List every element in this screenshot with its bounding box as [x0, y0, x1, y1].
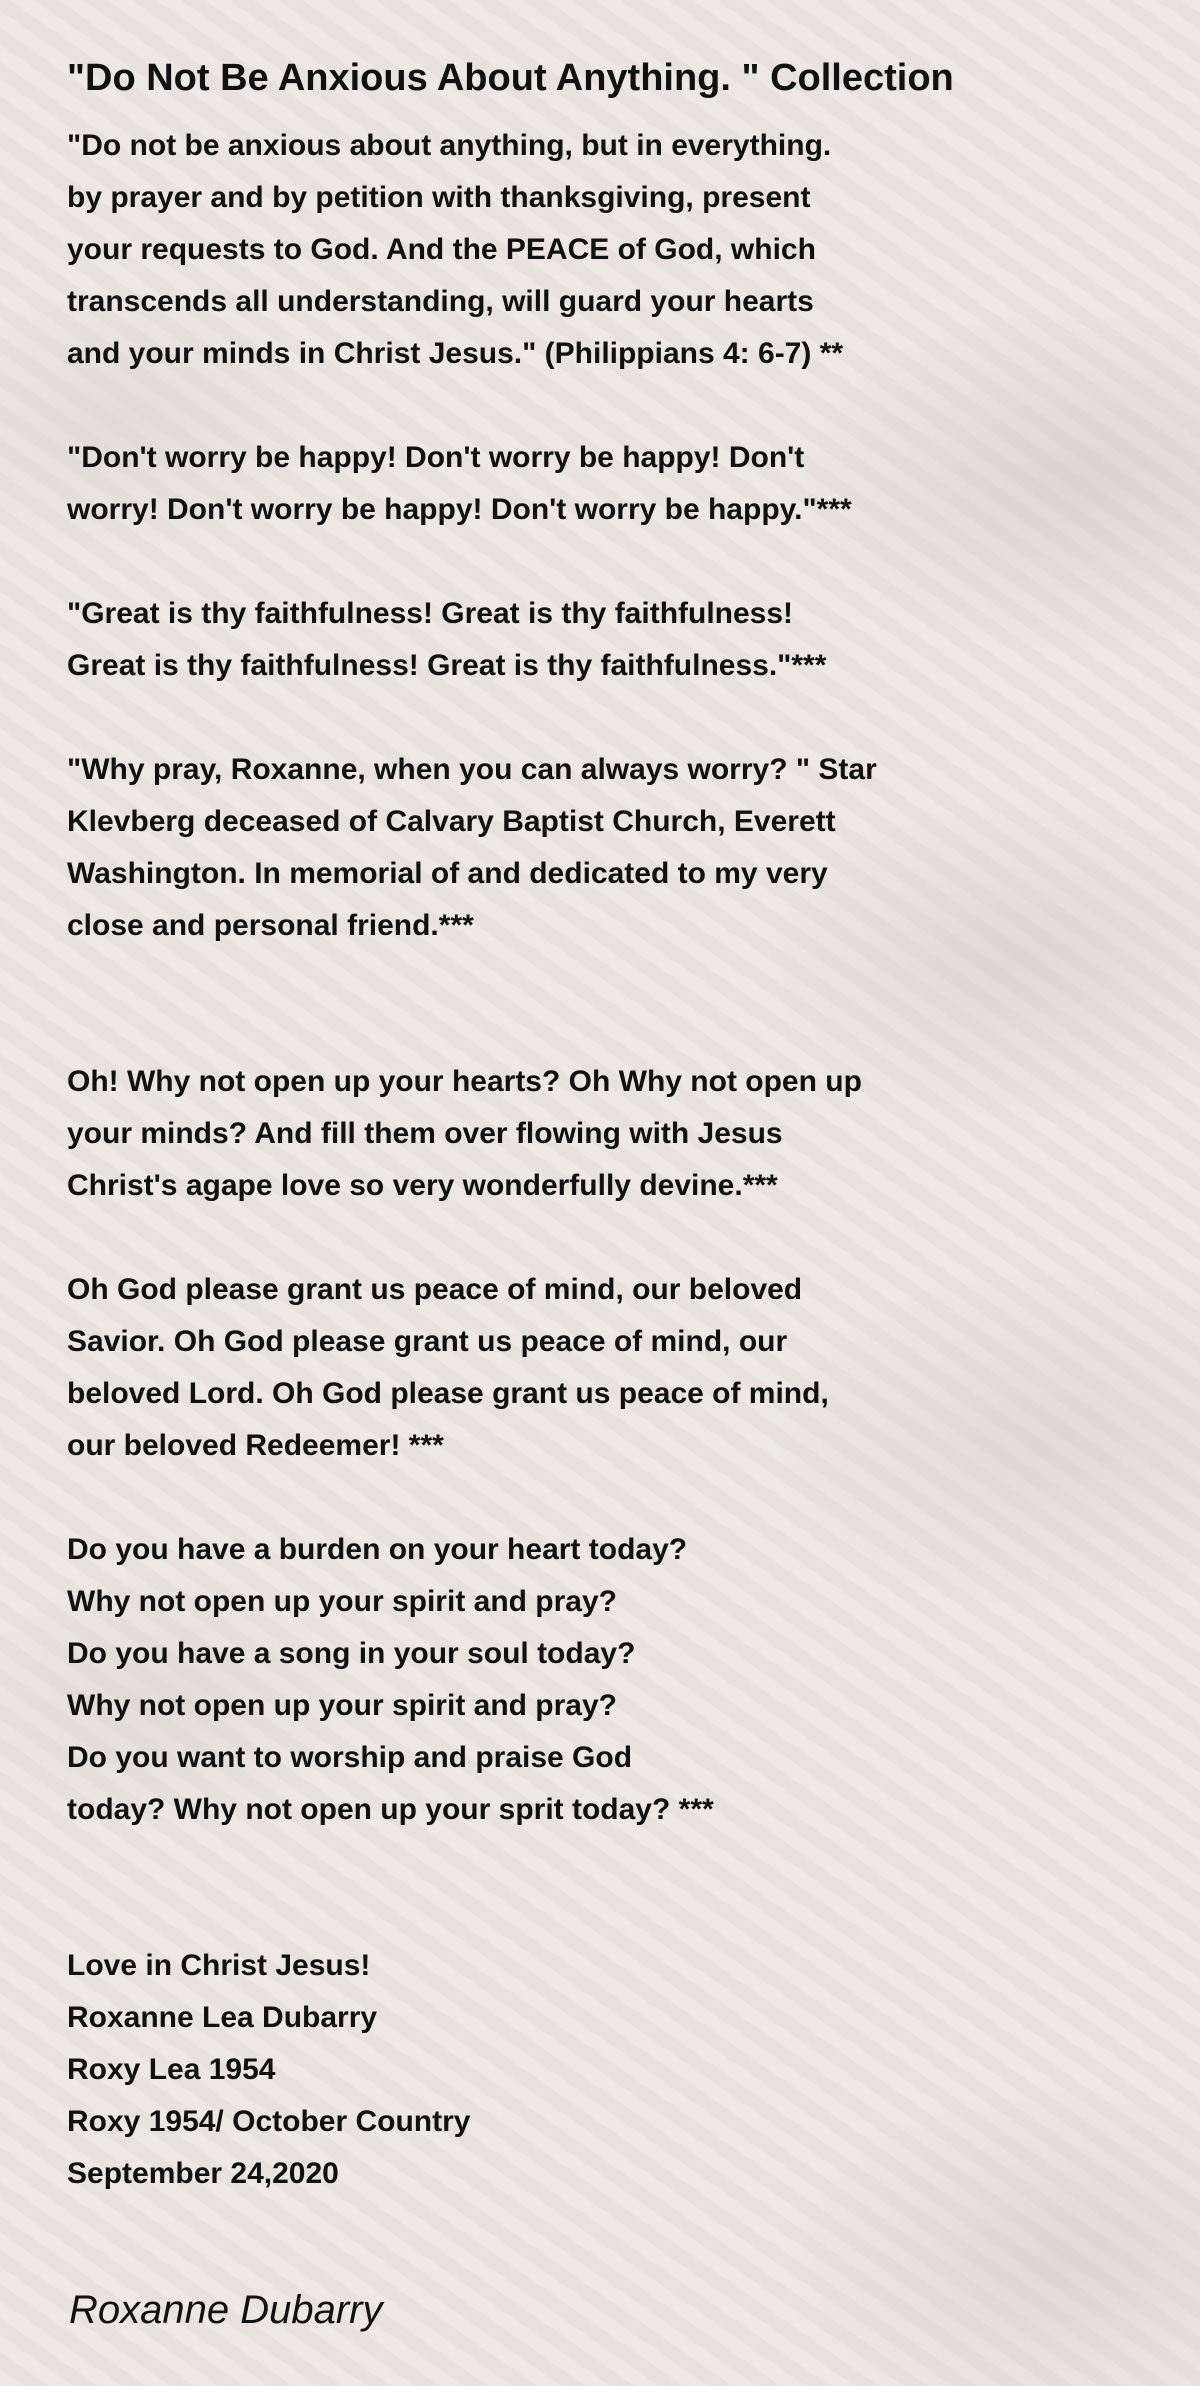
poem-line: Klevberg deceased of Calvary Baptist Church, Everett [67, 805, 836, 838]
blank-line [67, 536, 1147, 588]
poem-title: "Do Not Be Anxious About Anything. " Collection [67, 57, 954, 99]
poem-line: Savior. Oh God please grant us peace of mind, our [67, 1325, 788, 1358]
poem-line: Roxanne Lea Dubarry [67, 2001, 378, 2034]
poem-line: close and personal friend.*** [67, 909, 474, 942]
blank-line [67, 1004, 1147, 1056]
poem-line: Why not open up your spirit and pray? [67, 1585, 618, 1618]
poem-line: "Great is thy faithfulness! Great is thy faithfulness! [67, 597, 794, 630]
blank-line [67, 380, 1147, 432]
poem-line: beloved Lord. Oh God please grant us peace of mind, [67, 1377, 829, 1410]
poem-line: Roxy 1954/ October Country [67, 2105, 471, 2138]
blank-line [67, 692, 1147, 744]
author-name: Roxanne Dubarry [69, 2288, 383, 2332]
poem-container [67, 48, 1147, 2200]
poem-body [67, 120, 1147, 2200]
blank-line [67, 952, 1147, 1004]
poem-line: worry! Don't worry be happy! Don't worry be happy."*** [67, 493, 852, 526]
poem-line: today? Why not open up your sprit today? *** [67, 1793, 714, 1826]
poem-line: Do you want to worship and praise God [67, 1741, 633, 1774]
poem-line: September 24,2020 [67, 2157, 339, 2190]
poem-line: Why not open up your spirit and pray? [67, 1689, 618, 1722]
poem-line: our beloved Redeemer! *** [67, 1429, 444, 1462]
poem-line: Do you have a song in your soul today? [67, 1637, 636, 1670]
poem-line: Oh God please grant us peace of mind, our beloved [67, 1273, 803, 1306]
poem-line: Do you have a burden on your heart today? [67, 1533, 688, 1566]
blank-line [67, 1212, 1147, 1264]
poem-line: "Don't worry be happy! Don't worry be happy! Don't [67, 441, 805, 474]
poem-line: "Why pray, Roxanne, when you can always worry? " Star [67, 753, 877, 786]
blank-line [67, 1472, 1147, 1524]
poem-line: Roxy Lea 1954 [67, 2053, 276, 2086]
poem-line: Love in Christ Jesus! [67, 1949, 371, 1982]
poem-line: Christ's agape love so very wonderfully devine.*** [67, 1169, 778, 1202]
blank-line [67, 1836, 1147, 1888]
poem-line: Washington. In memorial of and dedicated to my very [67, 857, 828, 890]
poem-line: Oh! Why not open up your hearts? Oh Why not open up [67, 1065, 862, 1098]
poem-line: "Do not be anxious about anything, but in everything. [67, 129, 832, 162]
poem-line: your requests to God. And the PEACE of God, which [67, 233, 816, 266]
poem-line: by prayer and by petition with thanksgiving, present [67, 181, 811, 214]
poem-line: transcends all understanding, will guard your hearts [67, 285, 814, 318]
poem-line: Great is thy faithfulness! Great is thy faithfulness."*** [67, 649, 827, 682]
blank-line [67, 1888, 1147, 1940]
poem-line: and your minds in Christ Jesus." (Philippians 4: 6-7) ** [67, 337, 844, 370]
poem-line: your minds? And fill them over flowing with Jesus [67, 1117, 783, 1150]
